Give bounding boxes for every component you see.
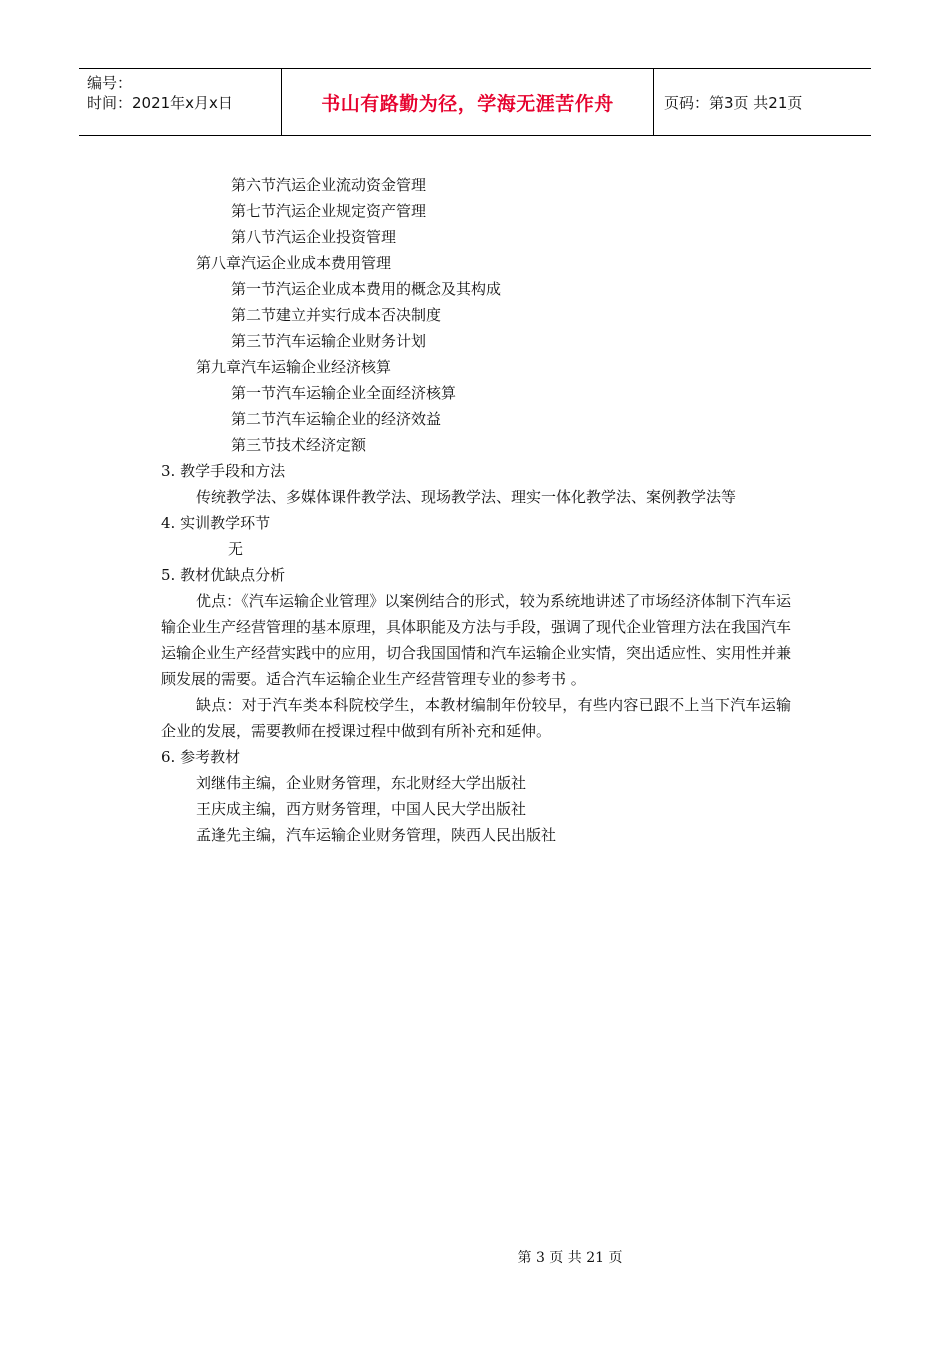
reference-item: 王庆成主编，西方财务管理，中国人民大学出版社	[196, 800, 527, 818]
header-motto-cell	[282, 69, 654, 135]
toc-chapter: 第八章汽运企业成本费用管理	[196, 254, 392, 272]
header-motto: 书山有路勤为径，学海无涯苦作舟	[321, 92, 614, 115]
page-footer: 第 3 页 共 21 页	[517, 1250, 623, 1266]
reference-item: 孟逢先主编，汽车运输企业财务管理，陕西人民出版社	[196, 826, 557, 844]
reference-item: 刘继伟主编，企业财务管理，东北财经大学出版社	[196, 774, 527, 792]
section-paragraph: 无	[228, 540, 244, 558]
toc-item: 第二节汽车运输企业的经济效益	[231, 410, 442, 428]
toc-item: 第三节汽车运输企业财务计划	[231, 332, 427, 350]
toc-item: 第一节汽运企业成本费用的概念及其构成	[231, 280, 502, 298]
section-title: 4. 实训教学环节	[161, 514, 271, 532]
page-header	[79, 68, 871, 136]
toc-item: 第六节汽运企业流动资金管理	[231, 176, 427, 194]
section-title: 5. 教材优缺点分析	[161, 566, 286, 584]
section-paragraph-cons: 缺点：对于汽车类本科院校学生，本教材编制年份较早，有些内容已跟不上当下汽车运输企业的发展，需要教师在授课过程中做到有所补充和延伸。	[161, 696, 791, 740]
toc-chapter: 第九章汽车运输企业经济核算	[196, 358, 392, 376]
reference-list	[161, 770, 791, 848]
header-number: 编号：	[87, 74, 133, 92]
document-body	[161, 172, 791, 848]
header-meta	[79, 69, 282, 135]
section-paragraph: 传统教学法、多媒体课件教学法、现场教学法、理实一体化教学法、案例教学法等	[196, 488, 737, 506]
toc-item: 第三节技术经济定额	[231, 436, 367, 454]
header-page: 页码：第3页 共21页	[664, 93, 803, 112]
section-title: 3. 教学手段和方法	[161, 462, 286, 480]
toc-item: 第一节汽车运输企业全面经济核算	[231, 384, 457, 402]
section-paragraph-pros: 优点：《汽车运输企业管理》以案例结合的形式，较为系统地讲述了市场经济体制下汽车运输企业生产经营管理的基本原理，具体职能及方法与手段，强调了现代企业管理方法在我国汽车运输企业生产经营实践中的应用，切合我国国情和汽车运输企业实情，突出适应性、实用性并兼顾发展的需要。适合汽车运输企业生产经营管理专业的参考书 。	[161, 592, 792, 688]
header-time: 时间：2021年x月x日	[87, 94, 233, 112]
toc-item: 第八节汽运企业投资管理	[231, 228, 397, 246]
section-title: 6. 参考教材	[161, 748, 241, 766]
toc-item: 第七节汽运企业规定资产管理	[231, 202, 427, 220]
toc-list	[161, 172, 791, 458]
toc-item: 第二节建立并实行成本否决制度	[231, 306, 442, 324]
